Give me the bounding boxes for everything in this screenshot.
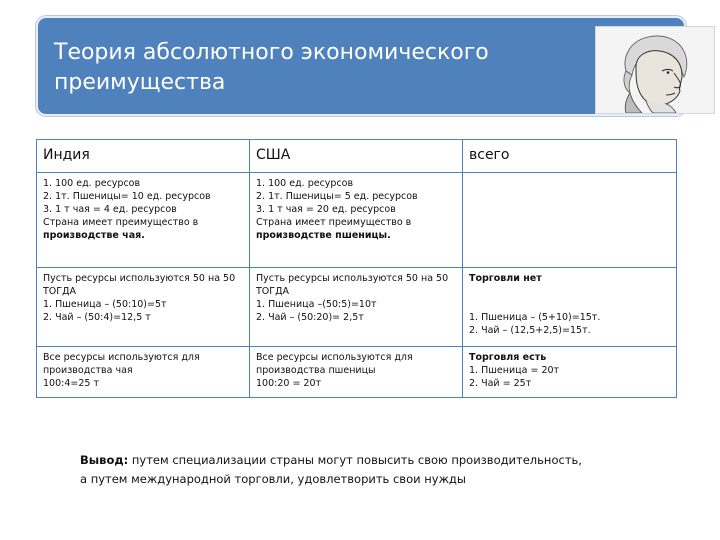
cell-line: производства чая — [43, 365, 133, 376]
conclusion-label: Вывод: — [80, 453, 129, 467]
cell-line: 1. 100 ед. ресурсов — [256, 178, 354, 189]
cell-line: Все ресурсы используются для — [256, 352, 413, 363]
cell-india-specialize — [37, 347, 250, 398]
cell-line: 1. Пшеница – (5+10)=15т. — [469, 312, 601, 323]
cell-line: 2. Чай – (12,5+2,5)=15т. — [469, 325, 591, 336]
conclusion-body-1: путем специализации страны могут повысить свою производительность, — [128, 453, 582, 467]
cell-line: Страна имеет преимущество в — [43, 217, 199, 228]
cell-line: производстве чая. — [43, 230, 145, 241]
header-total: всего — [463, 140, 677, 173]
cell-line: производства пшеницы — [256, 365, 376, 376]
conclusion-text — [80, 451, 680, 489]
cell-india-split — [37, 268, 250, 347]
cell-spacer — [469, 298, 670, 311]
cell-line: 2. Чай = 25т — [469, 378, 532, 389]
table-header-row — [37, 140, 677, 173]
cell-line: Все ресурсы используются для — [43, 352, 200, 363]
slide-title: Теория абсолютного экономического преимущества — [54, 40, 489, 95]
cell-usa-specialize — [250, 347, 463, 398]
cell-usa-split — [250, 268, 463, 347]
table-row — [37, 347, 677, 398]
title-banner — [36, 16, 686, 116]
cell-total-empty — [463, 173, 677, 268]
cell-line: 1. Пшеница – (50:10)=5т — [43, 299, 167, 310]
cell-spacer — [469, 285, 670, 298]
comparison-table — [36, 139, 677, 398]
cell-line: 100:4=25 т — [43, 378, 99, 389]
cell-line: 2. Чай – (50:20)= 2,5т — [256, 312, 364, 323]
cell-line: 1. 100 ед. ресурсов — [43, 178, 141, 189]
cell-heading: Торговля есть — [469, 352, 547, 363]
table-row — [37, 173, 677, 268]
cell-line: 3. 1 т чая = 20 ед. ресурсов — [256, 204, 396, 215]
cell-line: Пусть ресурсы используются 50 на 50 — [43, 273, 236, 284]
cell-line: ТОГДА — [256, 286, 289, 297]
cell-usa-resources — [250, 173, 463, 268]
cell-line: 3. 1 т чая = 4 ед. ресурсов — [43, 204, 177, 215]
cell-heading: Торговли нет — [469, 273, 542, 284]
cell-line: Пусть ресурсы используются 50 на 50 — [256, 273, 449, 284]
portrait-icon — [596, 27, 714, 113]
header-india: Индия — [37, 140, 250, 173]
cell-line: Страна имеет преимущество в — [256, 217, 412, 228]
cell-line: 1. Пшеница = 20т — [469, 365, 560, 376]
cell-line: 2. Чай – (50:4)=12,5 т — [43, 312, 151, 323]
cell-total-no-trade — [463, 268, 677, 347]
cell-line: 2. 1т. Пшеницы= 10 ед. ресурсов — [43, 191, 211, 202]
table-row — [37, 268, 677, 347]
cell-line: 100:20 = 20т — [256, 378, 322, 389]
cell-line: 1. Пшеница –(50:5)=10т — [256, 299, 377, 310]
cell-total-trade — [463, 347, 677, 398]
header-usa: США — [250, 140, 463, 173]
cell-line: производстве пшеницы. — [256, 230, 391, 241]
cell-india-resources — [37, 173, 250, 268]
cell-line: ТОГДА — [43, 286, 76, 297]
conclusion-line-1 — [80, 451, 680, 470]
portrait-image — [595, 26, 715, 114]
cell-line: 2. 1т. Пшеницы= 5 ед. ресурсов — [256, 191, 418, 202]
conclusion-line-2: а путем международной торговли, удовлетворить свои нужды — [80, 472, 466, 486]
